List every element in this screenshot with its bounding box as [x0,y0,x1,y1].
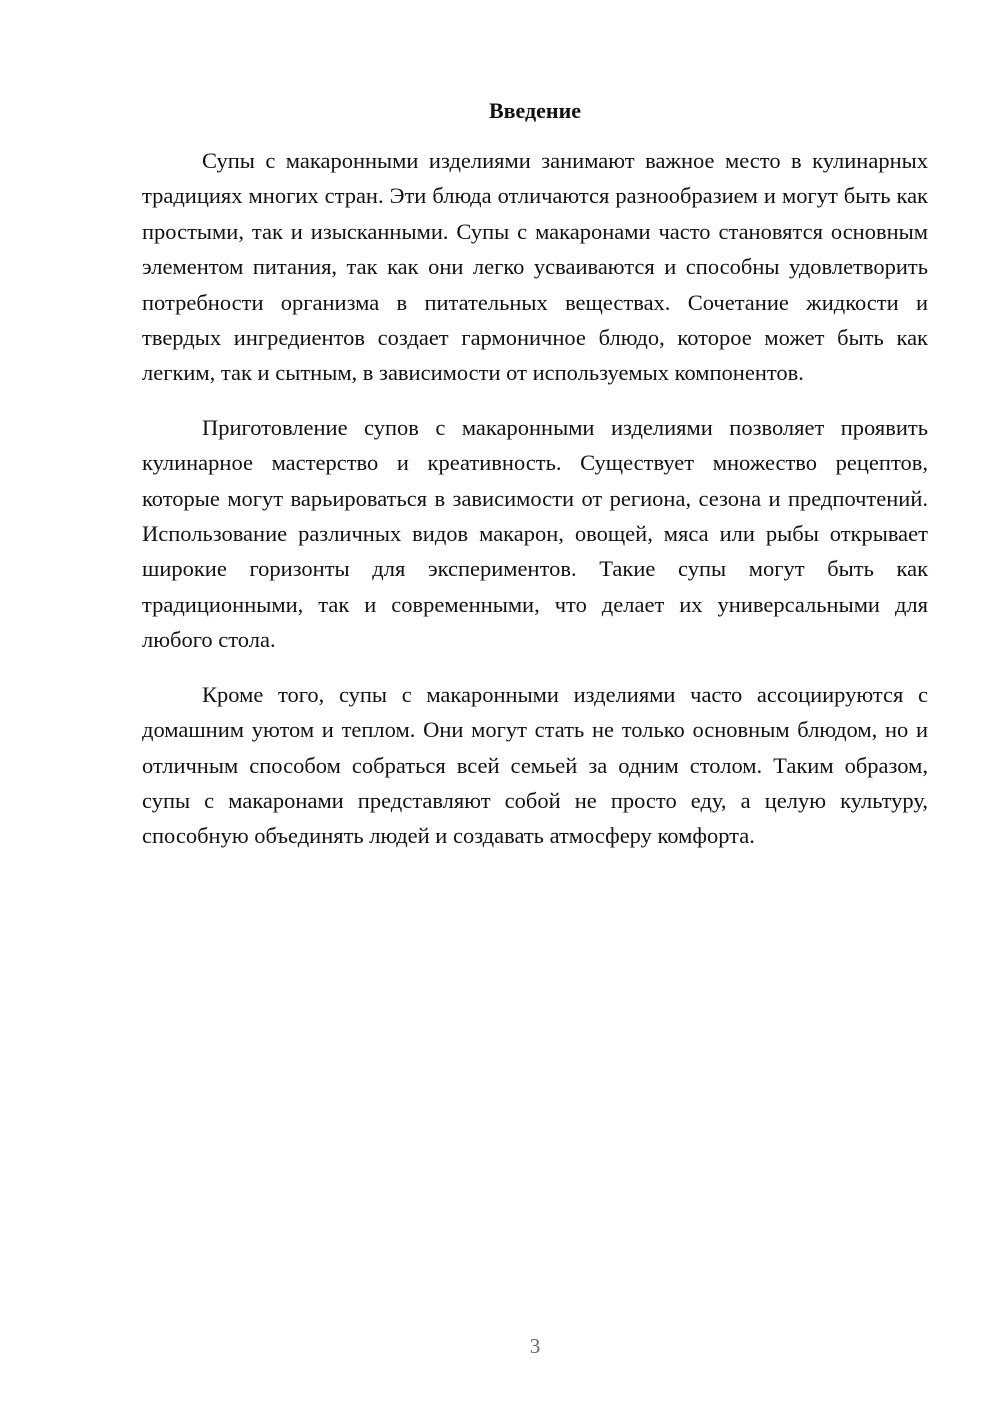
page-title: Введение [488,98,582,123]
body-text [142,143,928,873]
paragraph-3: Кроме того, супы с макаронными изделиями часто ассоциируются с домашним уютом и теплом. Они могут стать не только основным блюдом, но и отличным способом собраться всей семьей за одним столом. Таким образом, супы с макаронами представляют собой не просто еду, а целую культуру, способную объединять людей и создавать атмосферу комфорта. [142,681,928,849]
page-number: 3 [529,1334,541,1358]
paragraph-1: Супы с макаронными изделиями занимают важное место в кулинарных традициях многих стран. Эти блюда отличаются разнообразием и могут быть как простыми, так и изысканными. Супы с макаронами часто становятся основным элементом питания, так как они легко усваиваются и способны удовлетворить потребности организма в питательных веществах. Сочетание жидкости и твердых ингредиентов создает гармоничное блюдо, которое может быть как легким, так и сытным, в зависимости от используемых компонентов. [142,148,928,386]
paragraph-2: Приготовление супов с макаронными изделиями позволяет проявить кулинарное мастерство и креативность. Существует множество рецептов, которые могут варьироваться в зависимости от региона, сезона и предпочтений. Использование различных видов макарон, овощей, мяса или рыбы открывает широкие горизонты для экспериментов. Такие супы могут быть как традиционными, так и современными, что делает их универсальными для любого стола. [142,414,928,653]
